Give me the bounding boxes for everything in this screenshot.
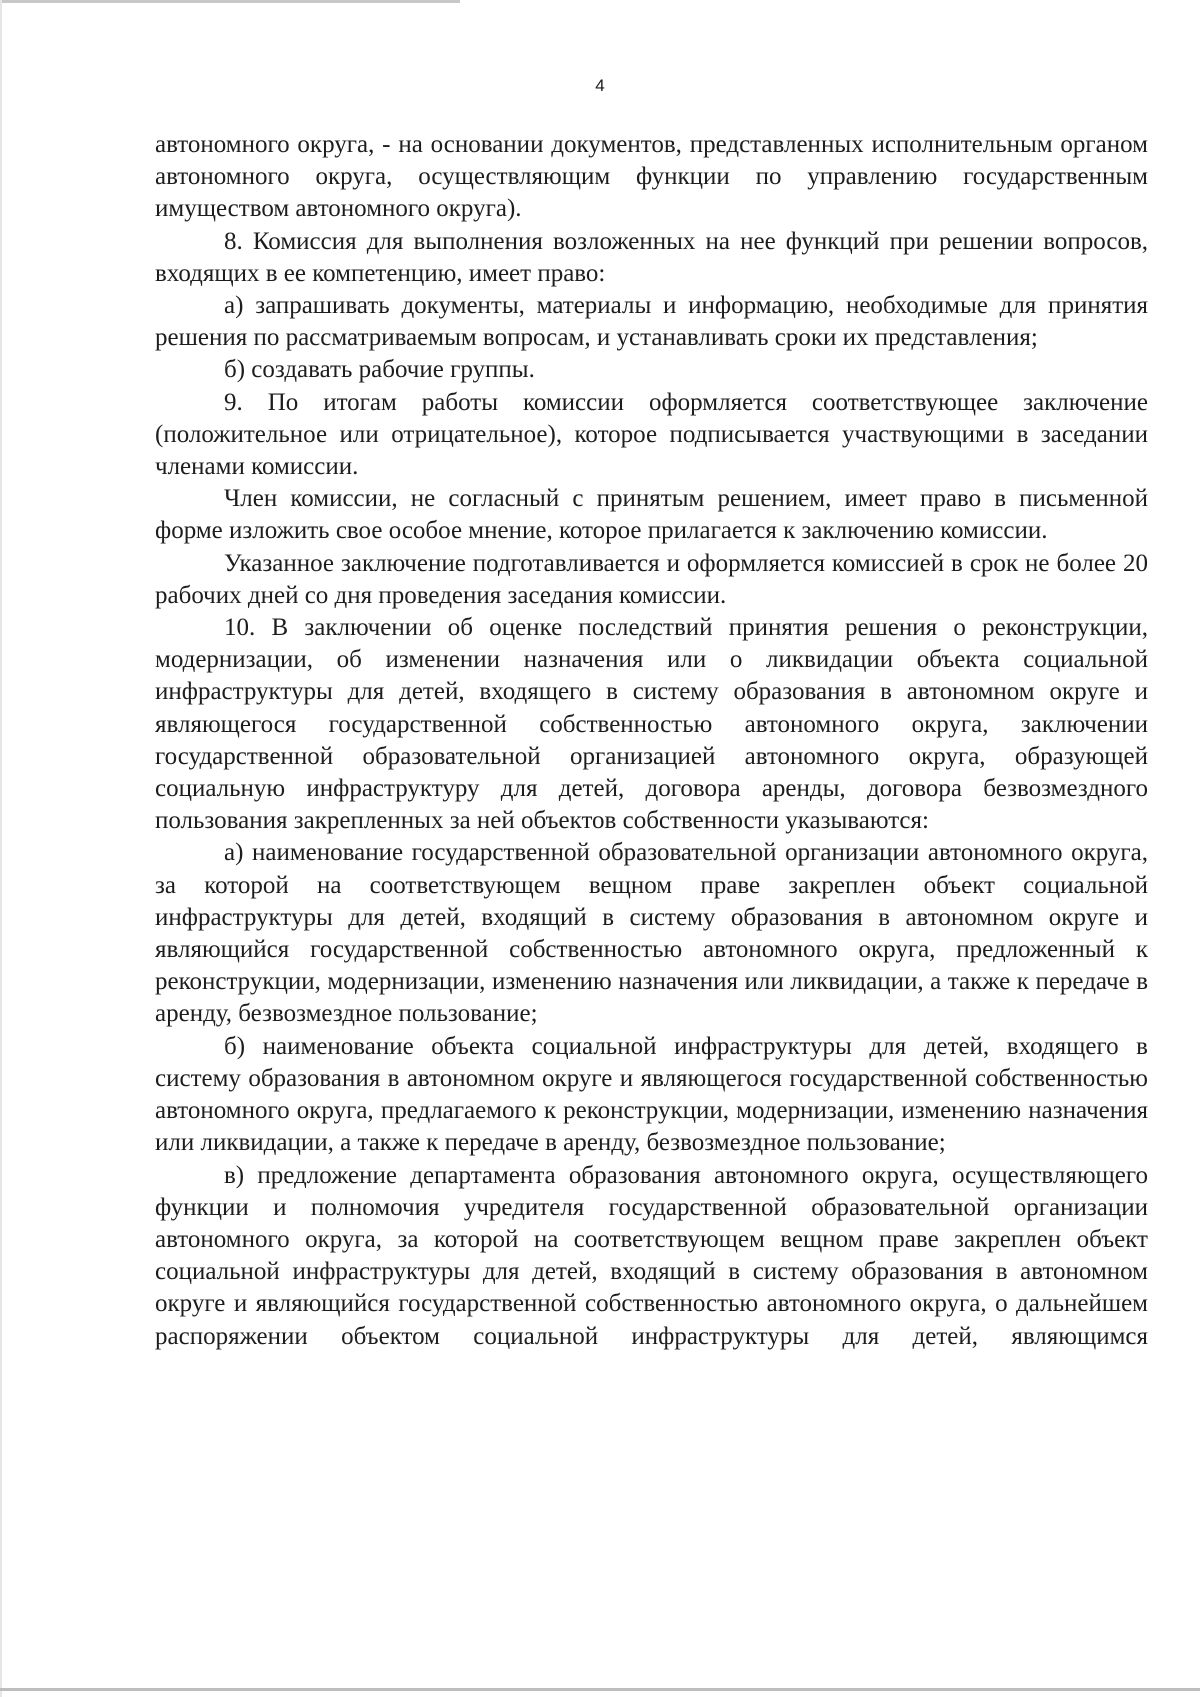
paragraph-item-8a: а) запрашивать документы, материалы и информацию, необходимые для принятия решения по рассматриваемым вопросам, и устанавливать сроки их представления; (155, 292, 1148, 352)
document-body (155, 129, 1148, 1353)
paragraph-deadline: Указанное заключение подготавливается и оформляется комиссией в срок не более 20 рабочих дней со дня проведения заседания комиссии. (155, 549, 1148, 609)
paragraph-dissent: Член комиссии, не согласный с принятым решением, имеет право в письменной форме изложить свое особое мнение, которое прилагается к заключению комиссии. (155, 485, 1148, 545)
paragraph-item-8b: б) создавать рабочие группы. (224, 356, 535, 384)
page-number: 4 (595, 76, 605, 95)
paragraph-item-10b: б) наименование объекта социальной инфраструктуры для детей, входящего в систему образования в автономном округе и являющегося государственной собственностью автономного округа, предлагаемого к реконструкции, модернизации, изменению назначения или ликвидации, а также к передаче в аренду, безвозмездное пользование; (155, 1032, 1148, 1157)
scan-edge-bottom (0, 1688, 1200, 1691)
scan-edge-left (0, 0, 2, 1697)
paragraph-item-10v: в) предложение департамента образования автономного округа, осуществляющего функции и полномочия учредителя государственной образовательной организации автономного округа, за которой на соответствующем вещном праве закреплен объект социальной инфраструктуры для детей, входящий в систему образования в автономном округе и являющийся государственной собственностью автономного округа, о дальнейшем распоряжении объектом социальной инфраструктуры для детей, являющимся (155, 1161, 1148, 1350)
scan-edge-top (0, 0, 460, 3)
paragraph-item-10a: а) наименование государственной образовательной организации автономного округа, за которой на соответствующем вещном праве закреплен объект социальной инфраструктуры для детей, входящий в систему образования в автономном округе и являющийся государственной собственностью автономного округа, предложенный к реконструкции, модернизации, изменению назначения или ликвидации, а также к передаче в аренду, безвозмездное пользование; (155, 839, 1148, 1028)
paragraph-item-8: 8. Комиссия для выполнения возложенных на нее функций при решении вопросов, входящих в ее компетенцию, имеет право: (155, 227, 1148, 287)
paragraph-item-9: 9. По итогам работы комиссии оформляется соответствующее заключение (положительное или отрицательное), которое подписывается участвующими в заседании членами комиссии. (155, 388, 1148, 481)
paragraph-continuation: автономного округа, - на основании документов, представленных исполнительным органом автономного округа, осуществляющим функции по управлению государственным имуществом автономного округа). (155, 131, 1148, 223)
paragraph-item-10: 10. В заключении об оценке последствий принятия решения о реконструкции, модернизации, об изменении назначения или о ликвидации объекта социальной инфраструктуры для детей, входящего в систему образования в автономном округе и являющегося государственной собственностью автономного округа, заключении государственной образовательной организацией автономного округа, образующей социальную инфраструктуру для детей, договора аренды, договора безвозмездного пользования закрепленных за ней объектов собственности указываются: (155, 614, 1148, 835)
